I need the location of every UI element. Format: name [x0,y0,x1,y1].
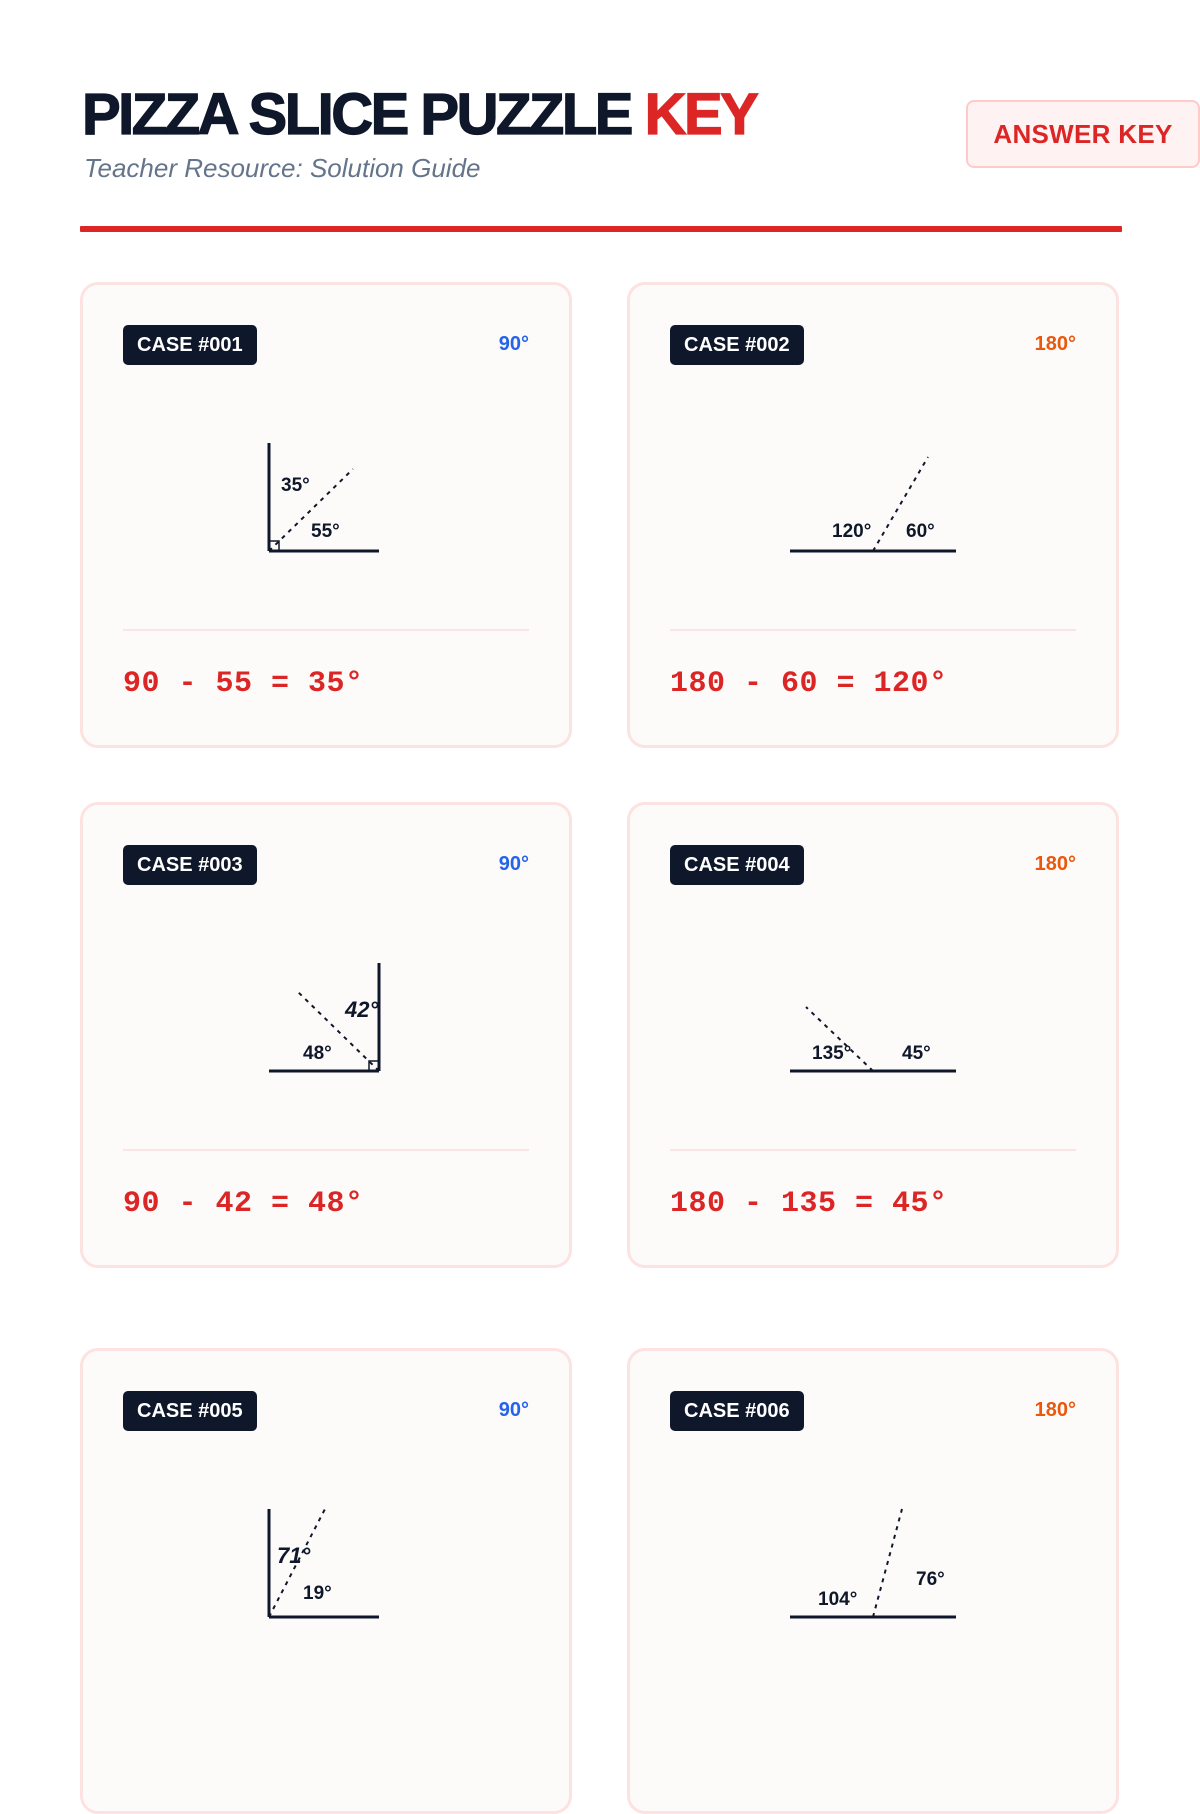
total-angle: 90° [498,1399,529,1421]
angle-label: 45° [902,1043,931,1064]
page-subtitle: Teacher Resource: Solution Guide [84,153,481,183]
case-card-001 [80,282,572,748]
angle-label: 35° [281,475,310,496]
case-card-005 [80,1348,572,1814]
angle-diagram [630,1471,1122,1691]
case-label: CASE #002 [670,325,804,365]
total-angle: 90° [498,333,529,355]
answer-equation: 90 - 55 = 35° [123,667,364,701]
card-divider [123,629,529,631]
case-label: CASE #004 [670,845,804,885]
total-angle: 180° [1034,853,1076,875]
case-label: CASE #005 [123,1391,257,1431]
card-divider [670,629,1076,631]
angle-label: 19° [303,1583,332,1604]
total-angle: 90° [498,853,529,875]
angle-label: 76° [916,1569,945,1590]
title-main: PIZZA SLICE PUZZLE [82,82,631,147]
angle-diagram [630,925,1122,1145]
angle-label: 120° [832,521,872,542]
answer-equation: 180 - 60 = 120° [670,667,948,701]
case-card-003 [80,802,572,1268]
header-divider [80,226,1122,232]
page-header [82,80,1173,190]
angle-label: 60° [906,521,935,542]
case-label: CASE #003 [123,845,257,885]
answer-equation: 180 - 135 = 45° [670,1187,948,1221]
case-label: CASE #001 [123,325,257,365]
angle-diagram [83,405,575,625]
angle-label: 42° [345,997,379,1022]
title-accent: KEY [644,82,757,147]
ray-dashed [873,1509,902,1617]
angle-label: 135° [812,1043,852,1064]
angle-label: 71° [277,1543,311,1568]
total-angle: 180° [1034,1399,1076,1421]
page-title [82,82,757,147]
case-card-004 [627,802,1119,1268]
answer-key-badge: ANSWER KEY [966,100,1200,168]
card-divider [123,1149,529,1151]
angle-diagram [630,405,1122,625]
angle-diagram [83,925,575,1145]
angle-label: 48° [303,1043,332,1064]
angle-diagram [83,1471,575,1691]
angle-label: 104° [818,1589,858,1610]
answer-equation: 90 - 42 = 48° [123,1187,364,1221]
case-card-002 [627,282,1119,748]
total-angle: 180° [1034,333,1076,355]
card-divider [670,1149,1076,1151]
case-card-006 [627,1348,1119,1814]
case-label: CASE #006 [670,1391,804,1431]
angle-label: 55° [311,521,340,542]
